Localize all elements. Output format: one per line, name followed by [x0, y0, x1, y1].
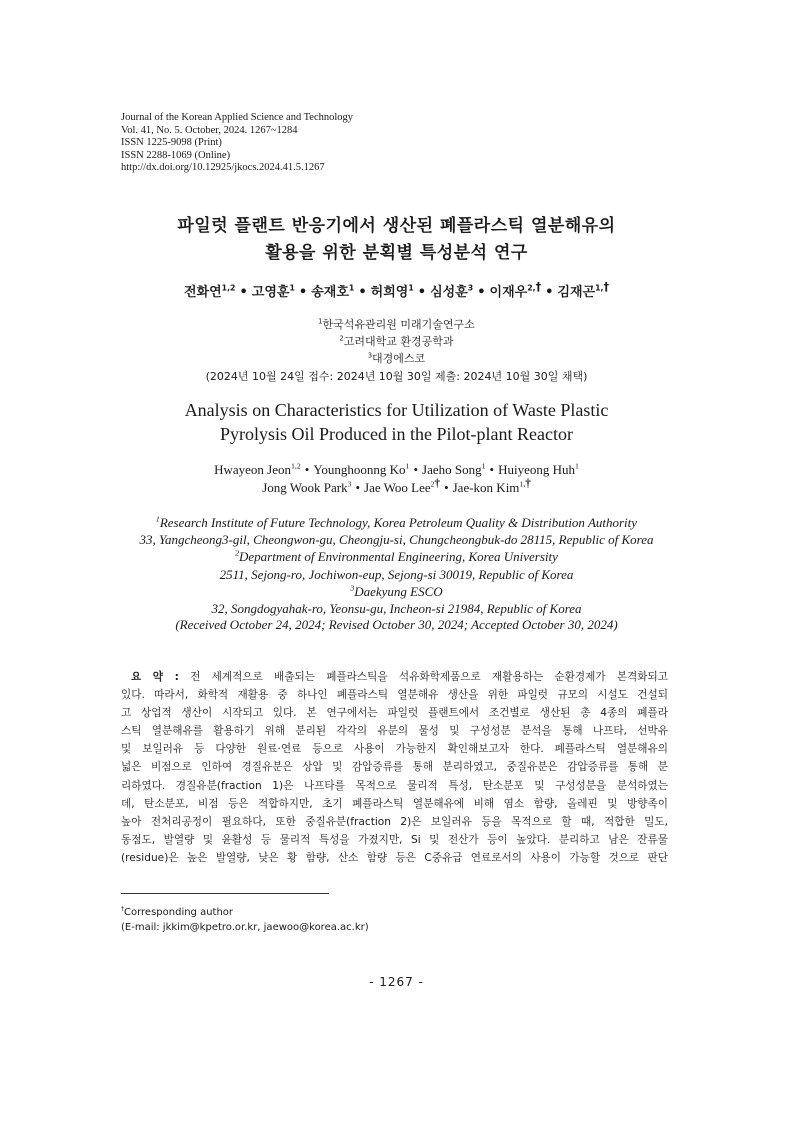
- korean-affiliation: $^3$대경에스코: [367, 351, 426, 365]
- author: Jong Wook Park$^3$: [262, 479, 352, 495]
- korean-title-line2: 활용을 위한 분획별 특성분석 연구: [265, 243, 528, 263]
- issn-online: ISSN 2288-1069 (Online): [121, 149, 231, 161]
- page-number: - 1267 -: [369, 975, 424, 989]
- english-title-line2: Pyrolysis Oil Produced in the Pilot-plant Reactor: [220, 424, 573, 444]
- corresponding-email: (E-mail: jkkim@kpetro.or.kr, jaewoo@korea.ac.kr): [121, 922, 369, 933]
- journal-volume: Vol. 41, No. 5. October, 2024. 1267~1284: [121, 124, 298, 136]
- english-dates: (Received October 24, 2024; Revised October 30, 2024; Accepted October 30, 2024): [175, 617, 618, 632]
- abstract-line: 높아 전처리공정이 필요하다, 또한 중질유분(fraction 2)은 보일러유 등을 목적으로 할 때, 적합한 밀도,: [121, 815, 668, 828]
- dagger-icon: †: [603, 280, 610, 294]
- english-affiliation: $^2$Department of Environmental Engineering, Korea University: [235, 548, 558, 564]
- korean-authors: 전화연$^{1,2}$ • 고영훈$^1$ • 송재호$^1$ • 허희영$^1$ • 심성훈$^3$ • 이재우$^{2,}$† • 김재곤$^{1,}$†: [183, 280, 610, 300]
- journal-header: [121, 112, 353, 175]
- footnote-divider: [121, 893, 329, 894]
- english-affiliation-address: 2511, Sejong-ro, Jochiwon-eup, Sejong-si 30019, Republic of Korea: [219, 567, 574, 582]
- author: 심성훈$^3$: [430, 283, 474, 300]
- korean-dates: (2024년 10월 24일 접수: 2024년 10월 30일 제출: 2024년 10월 30일 채택): [205, 370, 588, 383]
- author: 고영훈$^1$: [251, 283, 295, 300]
- korean-affiliation: $^1$한국석유관리원 미래기술연구소: [318, 317, 475, 331]
- abstract: [121, 668, 668, 867]
- author: Huiyeong Huh$^1$: [498, 461, 579, 477]
- dagger-icon: †: [525, 477, 531, 490]
- abstract-line: 요 약 : 전 세계적으로 배출되는 폐플라스틱을 석유화학제품으로 재활용하는 순환경제가 본격화되고: [121, 668, 668, 686]
- author: Younghoonng Ko$^1$: [313, 461, 410, 477]
- author: Jaeho Song$^1$: [422, 461, 486, 477]
- author: Jae Woo Lee$^2$†: [364, 477, 441, 495]
- author: 김재곤$^{1,}$†: [557, 280, 610, 300]
- abstract-line: 데, 탄소분포, 비점 등은 적합하지만, 초기 폐플라스틱 열분해유에 비해 염소 함량, 올레핀 및 방향족이: [121, 797, 668, 810]
- abstract-line: 고 상업적 생산이 시작되고 있다. 본 연구에서는 파일럿 플랜트에서 조건별로 생산된 총 4종의 폐플라: [121, 707, 668, 720]
- korean-title-line1: 파일럿 플랜트 반응기에서 생산된 폐플라스틱 열분해유의: [177, 216, 616, 236]
- english-affiliation: $^3$Daekyung ESCO: [350, 583, 443, 599]
- author: 전화연$^{1,2}$: [183, 283, 236, 300]
- abstract-line: 스틱 열분해유를 활용하기 위해 분리된 각각의 유분의 물성 및 구성성분 분석을 통해 나프타, 선박유: [121, 725, 668, 738]
- dagger-icon: †: [121, 905, 124, 913]
- abstract-line: 및 보일러유 등 다양한 원료·연료 등으로 사용이 가능한지 확인해보고자 한다. 폐플라스틱 열분해유의: [121, 743, 668, 756]
- footnote: [121, 905, 369, 935]
- english-affiliation-address: 32, Songdogyahak-ro, Yeonsu-gu, Incheon-si 21984, Republic of Korea: [211, 601, 582, 616]
- author: 송재호$^1$: [311, 283, 355, 300]
- author: 이재우$^{2,}$†: [489, 280, 542, 300]
- english-affiliation-address: 33, Yangcheong3-gil, Cheongwon-gu, Cheongju-si, Chungcheongbuk-do 28115, Republic of Korea: [139, 532, 654, 547]
- abstract-line: 리하였다. 경질유분(fraction 1)은 나프타를 목적으로 물리적 특성, 탄소분포 및 구성성분을 분석하였는: [121, 779, 668, 792]
- abstract-line: 동점도, 발열량 및 윤활성 등 물리적 특성을 가졌지만, Si 및 전산가 등이 높았다. 분리하고 남은 잔류물: [121, 833, 668, 846]
- doi-link[interactable]: http://dx.doi.org/10.12925/jkocs.2024.41.5.1267: [121, 162, 325, 174]
- dagger-icon: †: [434, 477, 441, 490]
- abstract-line: (residue)은 높은 발열량, 낮은 황 함량, 산소 함량 등은 C중유급 연료로서의 사용이 가능할 것으로 판단: [121, 851, 668, 864]
- abstract-line: 있다. 따라서, 화학적 재활용 중 하나인 폐플라스틱 열분해유 생산을 위한 파일럿 규모의 시설도 건설되: [121, 689, 668, 702]
- abstract-label: 요 약 :: [131, 671, 179, 683]
- english-authors-line1: Hwayeon Jeon$^{1,2}$ • Younghoonng Ko$^1$ • Jaeho Song$^1$ • Huiyeong Huh$^1$: [214, 461, 579, 477]
- corresponding-author-note: †Corresponding author: [121, 905, 234, 918]
- author: Hwayeon Jeon$^{1,2}$: [214, 461, 301, 477]
- author: 허희영$^1$: [370, 283, 414, 300]
- english-authors-line2: Jong Wook Park$^3$ • Jae Woo Lee$^2$† • Jae-kon Kim$^{1,}$†: [262, 477, 531, 495]
- dagger-icon: †: [535, 280, 542, 294]
- author: Jae-kon Kim$^{1,}$†: [452, 477, 531, 495]
- issn-print: ISSN 1225-9098 (Print): [121, 137, 222, 149]
- korean-affiliation: $^2$고려대학교 환경공학과: [339, 334, 454, 348]
- english-title-line1: Analysis on Characteristics for Utilization of Waste Plastic: [184, 400, 609, 420]
- abstract-line: 넓은 비점으로 인하여 경질유분은 상압 및 감압증류를 통해 분리하였고, 중질유분은 감압증류를 통해 분: [121, 761, 668, 774]
- journal-name: Journal of the Korean Applied Science and Technology: [121, 112, 354, 123]
- english-affiliation: $^1$Research Institute of Future Technology, Korea Petroleum Quality & Distribution Authority: [155, 514, 638, 530]
